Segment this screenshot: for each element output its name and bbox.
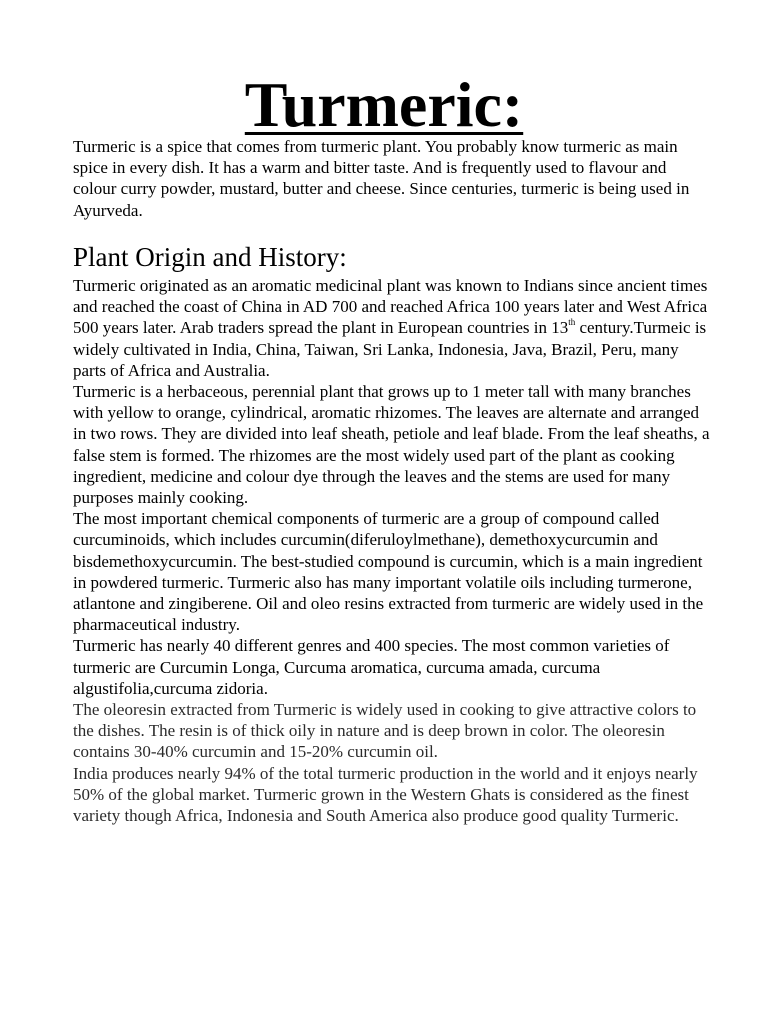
ordinal-superscript: th bbox=[568, 317, 576, 328]
paragraph-chemical-components: The most important chemical components of turmeric are a group of compound called curcuminoids, which includes curcumin(diferuloylmethane), demethoxycurcumin and bisdemethoxycurcumin. The best-studied compound is curcumin, which is a main ingredient in powdered turmeric. Turmeric also has many important volatile oils including turmerone, atlantone and zingiberene. Oil and oleo resins extracted from turmeric are widely used in the pharmaceutical industry. bbox=[73, 509, 704, 635]
paragraph-varieties: Turmeric has nearly 40 different genres and 400 species. The most common varieties of turmeric are Curcumin Longa, Curcuma aromatica, curcuma amada, curcuma algustifolia,curcuma zidoria. bbox=[73, 636, 670, 698]
paragraph-origin bbox=[73, 275, 713, 381]
intro-paragraph: Turmeric is a spice that comes from turmeric plant. You probably know turmeric as main spice in every dish. It has a warm and bitter taste. And is frequently used to flavour and colour curry powder, mustard, butter and cheese. Since centuries, turmeric is being used in Ayurveda. bbox=[73, 137, 690, 220]
paragraph-origin-text-start: Turmeric originated as an aromatic medicinal plant was known to Indians since ancient times and reached the coast of China in AD 700 and reached Africa 100 years later and West Africa 500 years later. Arab traders spread the plant in European countries in 13 bbox=[73, 276, 708, 338]
section-body bbox=[73, 275, 713, 826]
paragraph-production: India produces nearly 94% of the total turmeric production in the world and it enjoys nearly 50% of the global market. Turmeric grown in the Western Ghats is considered as the finest variety though Africa, Indonesia and South America also produce good quality Turmeric. bbox=[73, 763, 698, 826]
section-heading: Plant Origin and History: bbox=[73, 242, 347, 272]
page-title: Turmeric: bbox=[244, 69, 524, 140]
paragraph-plant-description: Turmeric is a herbaceous, perennial plant that grows up to 1 meter tall with many branches with yellow to orange, cylindrical, aromatic rhizomes. The leaves are alternate and arranged in two rows. They are divided into leaf sheath, petiole and leaf blade. From the leaf sheaths, a false stem is formed. The rhizomes are the most widely used part of the plant as cooking ingredient, medicine and colour dye through the leaves and the stems are used for many purposes mainly cooking. bbox=[73, 382, 710, 508]
paragraph-oleoresin: The oleoresin extracted from Turmeric is widely used in cooking to give attractive colors to the dishes. The resin is of thick oily in nature and is deep brown in color. The oleoresin contains 30-40% curcumin and 15-20% curcumin oil. bbox=[73, 700, 697, 762]
paragraph-origin-text-end: century.Turmeic is widely cultivated in India, China, Taiwan, Sri Lanka, Indonesia, Java, Brazil, Peru, many parts of Africa and Australia. bbox=[73, 318, 707, 380]
